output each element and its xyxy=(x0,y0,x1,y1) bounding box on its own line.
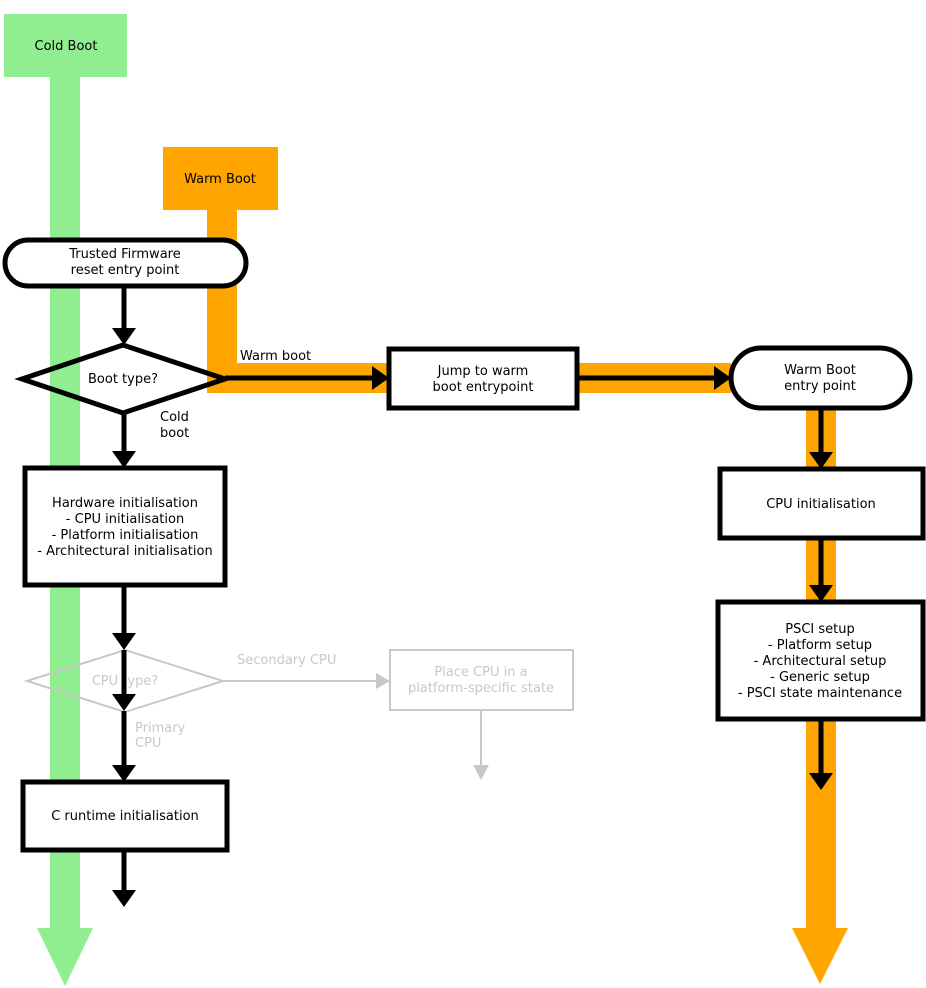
edge-label-primary-cpu-line2: CPU xyxy=(135,736,162,751)
node-tf-reset-entry-line2: reset entry point xyxy=(70,263,180,278)
node-psci-setup-line4: - Generic setup xyxy=(770,670,870,685)
edge-label-primary-cpu-line1: Primary xyxy=(135,721,186,736)
node-tf-reset-entry-line1: Trusted Firmware xyxy=(69,247,181,262)
node-cpu-initialisation-label: CPU initialisation xyxy=(766,497,876,512)
cold-boot-flow-arrowhead xyxy=(37,928,93,986)
node-place-cpu xyxy=(390,650,573,710)
edge-place-cpu-down-arrowhead xyxy=(473,765,489,780)
node-hardware-initialisation-line1: Hardware initialisation xyxy=(52,496,198,511)
edge-label-warm-boot: Warm boot xyxy=(240,349,312,364)
node-warm-boot-entry-line1: Warm Boot xyxy=(784,363,856,378)
node-place-cpu-line2: platform-specific state xyxy=(407,681,555,696)
node-warm-boot-entry xyxy=(731,348,910,408)
edge-label-cold-boot-line2: boot xyxy=(160,426,190,441)
node-jump-warm-boot-line1: Jump to warm xyxy=(437,364,529,379)
node-place-cpu-line1: Place CPU in a xyxy=(434,665,528,680)
node-warm-boot-entry-line2: entry point xyxy=(784,379,856,394)
node-jump-warm-boot-line2: boot entrypoint xyxy=(432,380,534,395)
edge-label-cold-boot-line1: Cold xyxy=(160,410,189,425)
warm-boot-flow-arrowhead xyxy=(792,928,848,984)
node-psci-setup-line3: - Architectural setup xyxy=(753,654,887,669)
edge-c-runtime-down-arrowhead xyxy=(112,890,136,907)
node-hardware-initialisation-line3: - Platform initialisation xyxy=(51,528,199,543)
edge-hardware-to-cpu-type-arrowhead xyxy=(112,633,136,650)
edge-reset-to-boot-type-arrowhead xyxy=(112,328,136,345)
node-boot-type-label: Boot type? xyxy=(88,372,158,387)
edge-label-secondary-cpu: Secondary CPU xyxy=(237,653,337,668)
edge-boot-type-to-hardware-arrowhead xyxy=(112,451,136,468)
node-hardware-initialisation-line2: - CPU initialisation xyxy=(65,512,185,527)
node-cpu-type-label: CPU type? xyxy=(91,674,159,689)
cold-boot-banner-label: Cold Boot xyxy=(34,39,98,54)
node-hardware-initialisation-line4: - Architectural initialisation xyxy=(37,544,213,559)
node-c-runtime-initialisation-label: C runtime initialisation xyxy=(51,809,199,824)
node-psci-setup-line1: PSCI setup xyxy=(785,622,855,637)
warm-boot-banner-label: Warm Boot xyxy=(184,172,256,187)
node-psci-setup-line2: - Platform setup xyxy=(767,638,873,653)
node-psci-setup-line5: - PSCI state maintenance xyxy=(737,686,903,701)
edge-cpu-type-to-c-runtime-arrowhead xyxy=(112,765,136,782)
edge-cpu-type-to-place-cpu-arrowhead xyxy=(376,673,390,689)
